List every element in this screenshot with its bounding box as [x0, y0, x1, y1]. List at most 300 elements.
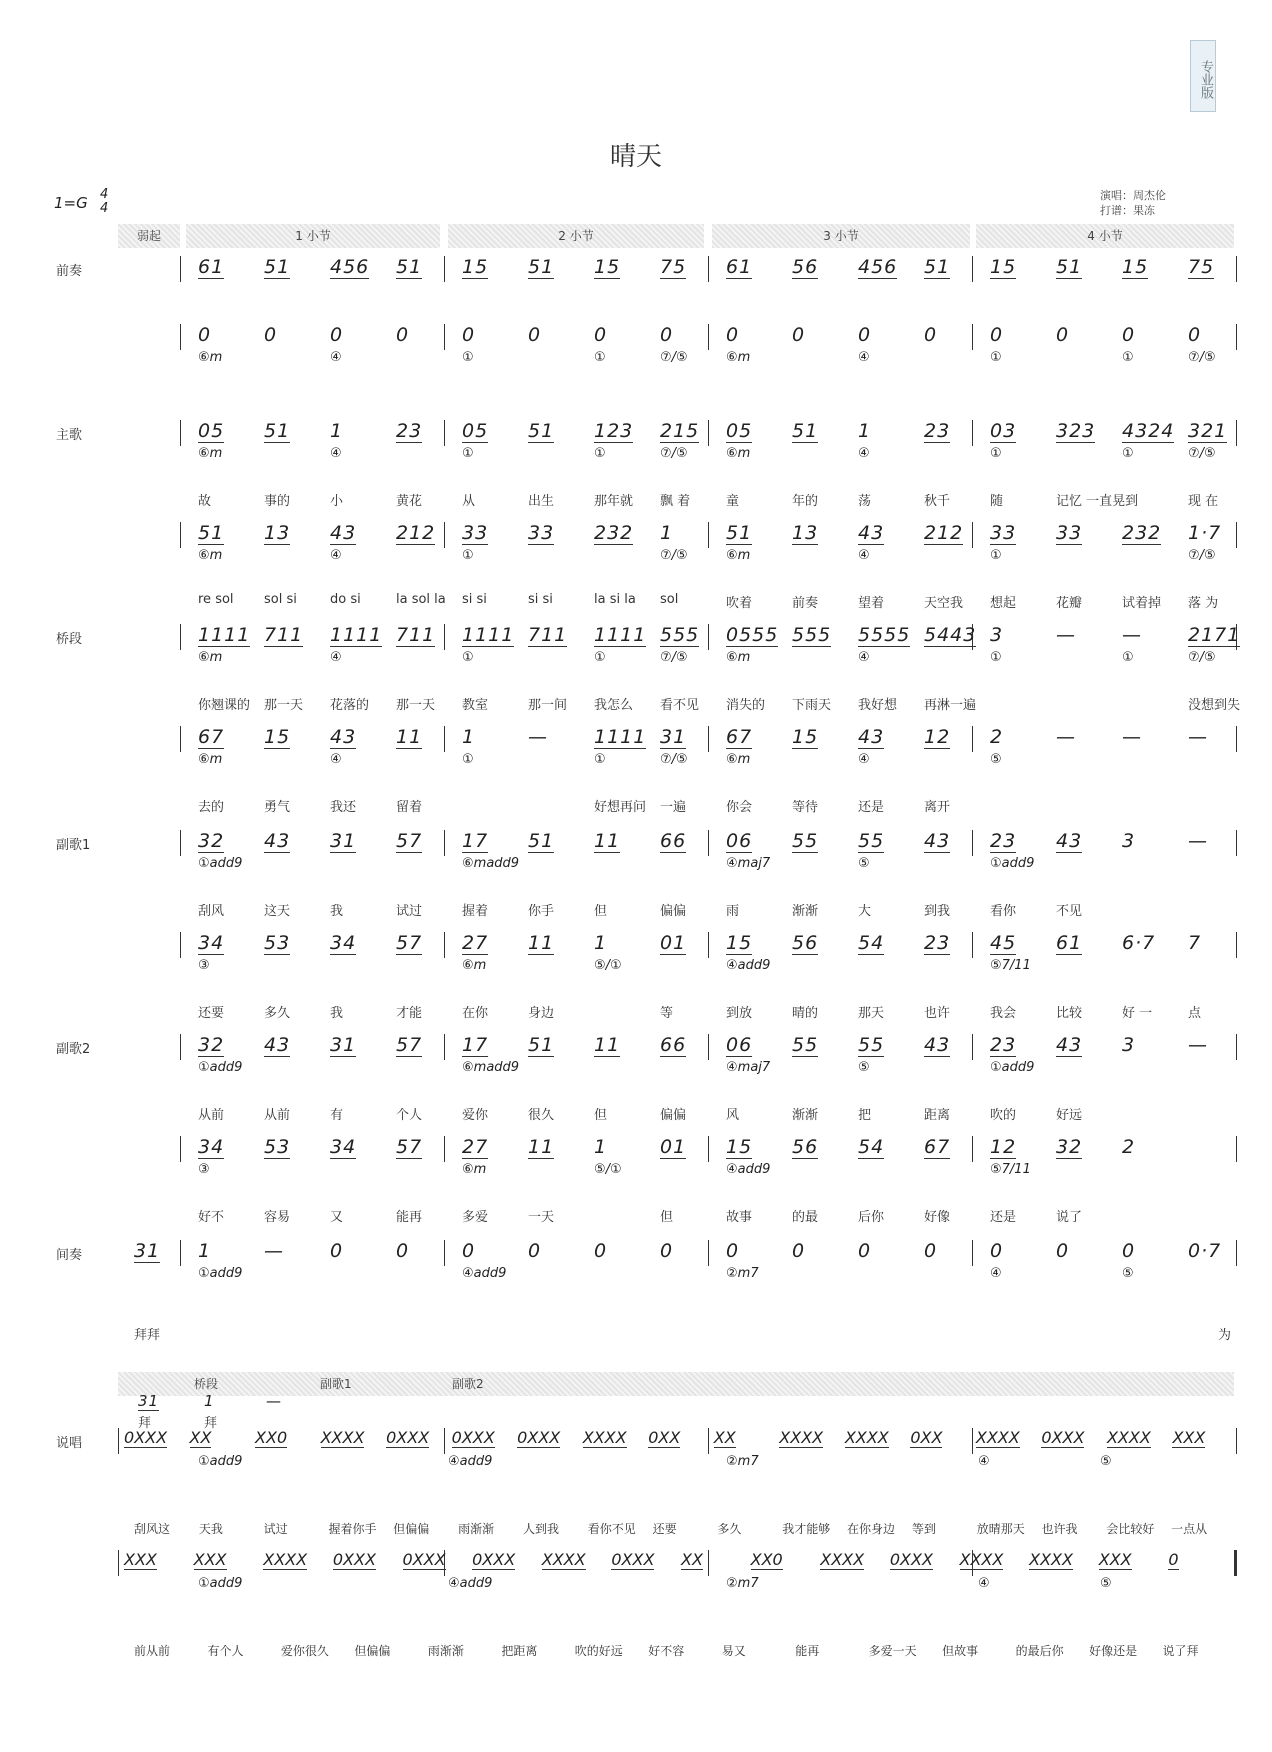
- barline: [972, 726, 973, 752]
- barline: [708, 726, 709, 752]
- note-group: 43: [330, 522, 357, 544]
- note-group: 61: [726, 256, 753, 278]
- note-group: 32: [198, 830, 225, 852]
- note-group: 51: [792, 420, 819, 442]
- note-group: 67: [198, 726, 225, 748]
- lyric-text: 留着: [396, 800, 423, 815]
- chord-symbol: ⑥m: [726, 446, 751, 461]
- chord-symbol: ①add9: [198, 1060, 243, 1075]
- note-group: 51: [264, 256, 291, 278]
- note-group: 0: [396, 1240, 410, 1262]
- barline: [972, 1240, 973, 1266]
- chord-symbol: ①: [1122, 650, 1134, 665]
- chord-symbol: ⑥madd9: [462, 1060, 520, 1075]
- rhythm-group: XXXX: [779, 1428, 824, 1447]
- lyric-text: 好像: [924, 1210, 951, 1225]
- note-group: 03: [990, 420, 1017, 442]
- chord-symbol: ⑤7/11: [990, 1162, 1031, 1177]
- note-group: 0: [330, 1240, 344, 1262]
- chord-symbol: ⑥m: [198, 446, 223, 461]
- lyric-text: 试着掉: [1122, 596, 1162, 611]
- note-group: 67: [924, 1136, 951, 1158]
- lyric-text: 偏偏: [660, 904, 687, 919]
- lyric-text: 在你: [462, 1006, 489, 1021]
- note-group: 1: [594, 932, 608, 954]
- lyric-text: 飘 着: [660, 494, 691, 509]
- chord-symbol: ④: [858, 446, 870, 461]
- rhythm-group: XXXX: [263, 1550, 308, 1569]
- header-measure-3: 3 小节: [712, 224, 970, 248]
- header-measure-4: 4 小节: [976, 224, 1234, 248]
- note-group: 1: [462, 726, 476, 748]
- lyric-text: 我: [330, 904, 344, 919]
- lyric-text: 但: [660, 1210, 674, 1225]
- note-group: 51: [198, 522, 225, 544]
- section-label: 桥段: [56, 632, 83, 647]
- lyric-text: 出生: [528, 494, 555, 509]
- barline: [1236, 522, 1237, 548]
- chord-symbol: ④: [330, 548, 342, 563]
- chord-symbol: ⑤: [858, 1060, 870, 1075]
- barline: [972, 1034, 973, 1060]
- note-group: 0555: [726, 624, 779, 646]
- lyric-text: 天空我: [924, 596, 964, 611]
- lyric-text: 到放: [726, 1006, 753, 1021]
- rhythm-group: 0XXX: [889, 1550, 933, 1569]
- time-signature: [100, 188, 108, 216]
- lyric-text: 落 为: [1188, 596, 1219, 611]
- barline: [1236, 1428, 1237, 1454]
- note-group: 232: [1122, 522, 1162, 544]
- lyric-text: 我怎么: [594, 698, 634, 713]
- barline: [180, 324, 181, 350]
- note-group: 711: [396, 624, 436, 646]
- rap-lyric: 我才能够: [782, 1522, 831, 1536]
- note-group: 0: [792, 324, 806, 346]
- lyric-text: 好想再问: [594, 800, 647, 815]
- chord-symbol: ⑦/⑤: [1188, 350, 1216, 365]
- lyric-text: 荡: [858, 494, 872, 509]
- lyric-text: 不见: [1056, 904, 1083, 919]
- barline: [708, 1550, 709, 1576]
- lyric-text: la sol la: [396, 592, 446, 607]
- note-group: 0: [594, 1240, 608, 1262]
- rap-lyric: 多爱一天: [868, 1644, 917, 1658]
- note-group: 2171: [1188, 624, 1241, 646]
- note-group: 212: [396, 522, 436, 544]
- lyric-text: 吹的: [990, 1108, 1017, 1123]
- note-group: 57: [396, 830, 423, 852]
- note-group: 33: [462, 522, 489, 544]
- note-group: 11: [396, 726, 423, 748]
- lyric-text: 到我: [924, 904, 951, 919]
- lyric-text: 一遍: [660, 800, 687, 815]
- note-group: 57: [396, 1034, 423, 1056]
- lyric-text: 才能: [396, 1006, 423, 1021]
- chord-symbol: ⑤7/11: [990, 958, 1031, 973]
- barline: [444, 624, 445, 650]
- rap-lyric: 试过: [263, 1522, 288, 1536]
- lyric-text: 你翘课的: [198, 698, 251, 713]
- note-group: 43: [330, 726, 357, 748]
- note-group: 3: [1122, 1034, 1136, 1056]
- header2-chorus2: 副歌2: [452, 1377, 484, 1391]
- chord-symbol: ①: [594, 650, 606, 665]
- lyric-text: 离开: [924, 800, 951, 815]
- chord-symbol: ②m7: [726, 1576, 759, 1591]
- lyric-text: do si: [330, 592, 361, 607]
- note-group: 56: [792, 256, 819, 278]
- chord-symbol: ③: [198, 958, 210, 973]
- rhythm-group: 0XXX: [124, 1428, 168, 1447]
- rap-lyric: 多久: [717, 1522, 742, 1536]
- rhythm-group: XXX: [124, 1550, 157, 1569]
- barline: [180, 726, 181, 752]
- barline: [180, 256, 181, 282]
- rhythm-group: 0XX: [648, 1428, 681, 1447]
- barline: [444, 522, 445, 548]
- rhythm-group: XX: [713, 1428, 736, 1447]
- lyric-text: 好不: [198, 1210, 225, 1225]
- chord-symbol: ②m7: [726, 1266, 759, 1281]
- note-group: 06: [726, 1034, 753, 1056]
- chord-symbol: ①: [462, 752, 474, 767]
- barline: [708, 1428, 709, 1454]
- chord-symbol: ⑥m: [198, 548, 223, 563]
- lyric-text: si si: [528, 592, 553, 607]
- barline: [180, 830, 181, 856]
- lyric-text: 晴的: [792, 1006, 819, 1021]
- lyric-text: 从: [462, 494, 476, 509]
- chord-symbol: ①add9: [990, 1060, 1035, 1075]
- note-group: —: [264, 1240, 284, 1262]
- barline: [972, 1428, 973, 1454]
- rap-lyric: 能再: [795, 1644, 820, 1658]
- lyric-text: 这天: [264, 904, 291, 919]
- note-group: 12: [924, 726, 951, 748]
- section-label: 副歌1: [56, 838, 91, 853]
- note-group: 0: [726, 324, 740, 346]
- lyric-text: sol si: [264, 592, 297, 607]
- chord-symbol: ④: [978, 1576, 990, 1591]
- chord-symbol: ③: [198, 1162, 210, 1177]
- rhythm-group: XXX: [1172, 1428, 1206, 1447]
- chord-symbol: ⑦/⑤: [660, 548, 688, 563]
- note-group: 75: [660, 256, 687, 278]
- note-group: 43: [264, 1034, 291, 1056]
- note-group: 0: [264, 324, 278, 346]
- chord-symbol: ①: [462, 548, 474, 563]
- note-group: 51: [726, 522, 753, 544]
- section-label-rap: 说唱: [56, 1436, 83, 1451]
- note-group: 555: [660, 624, 700, 646]
- note-group: 23: [990, 1034, 1017, 1056]
- barline: [972, 830, 973, 856]
- note-group: 54: [858, 1136, 885, 1158]
- chord-symbol: ④: [858, 752, 870, 767]
- rap-lyric: 有个人: [207, 1644, 244, 1658]
- note-group: 33: [528, 522, 555, 544]
- note-group: 1111: [462, 624, 515, 646]
- barline: [1236, 830, 1237, 856]
- note-group: 0: [198, 324, 212, 346]
- interlude-lyric-left: 拜拜: [134, 1328, 161, 1343]
- lyric-text: 记忆 一直晃到: [1056, 494, 1139, 509]
- rhythm-group: XXX: [1098, 1550, 1132, 1569]
- meter-bottom: 4: [100, 201, 109, 216]
- lyric-text: re sol: [198, 592, 234, 607]
- barline: [118, 1550, 119, 1576]
- lyric-text: 多爱: [462, 1210, 489, 1225]
- rap-lyric: 好像还是: [1089, 1644, 1138, 1658]
- rhythm-group: XXXX: [582, 1428, 627, 1447]
- note-group: —: [1056, 624, 1076, 646]
- barline: [708, 420, 709, 446]
- note-group: 75: [1188, 256, 1215, 278]
- note-group: —: [1122, 726, 1142, 748]
- lyric-text: 现 在: [1188, 494, 1219, 509]
- lyric-text: 渐渐: [792, 904, 819, 919]
- page-title: 晴天: [609, 142, 662, 172]
- singer-credit: 演唱：周杰伦: [1100, 189, 1166, 202]
- lyric-text: 比较: [1056, 1006, 1083, 1021]
- lyric-text: 你手: [528, 904, 555, 919]
- note-group: 1: [594, 1136, 608, 1158]
- note-group: 51: [528, 256, 555, 278]
- note-group: 43: [924, 1034, 951, 1056]
- note-group: 34: [198, 932, 225, 954]
- lyric-text: 试过: [396, 904, 423, 919]
- note-group: 11: [594, 1034, 621, 1056]
- chord-symbol: ④: [330, 350, 342, 365]
- note-group: 0: [1122, 324, 1136, 346]
- note-group: 51: [1056, 256, 1083, 278]
- lyric-text: 雨: [726, 904, 740, 919]
- chord-symbol: ⑥madd9: [462, 856, 520, 871]
- note-group: 43: [1056, 830, 1083, 852]
- chord-symbol: ④: [990, 1266, 1002, 1281]
- note-group: 55: [858, 830, 885, 852]
- note-group: 11: [528, 932, 555, 954]
- barline: [1236, 1034, 1237, 1060]
- interlude-lyric-right: 为: [1218, 1328, 1232, 1343]
- rap-lyric: 一点从: [1171, 1522, 1208, 1536]
- note-group: 55: [792, 830, 819, 852]
- chord-symbol: ①: [462, 650, 474, 665]
- note-group: 1: [198, 1240, 212, 1262]
- header-measure-1: 1 小节: [186, 224, 440, 248]
- note-group: 15: [726, 932, 753, 954]
- note-group: 31: [660, 726, 687, 748]
- credits: [1100, 188, 1166, 218]
- barline: [444, 256, 445, 282]
- note-group: 15: [1122, 256, 1149, 278]
- lyric-text: 从前: [264, 1108, 291, 1123]
- lyric-text: 去的: [198, 800, 225, 815]
- lyric-text: 教室: [462, 698, 489, 713]
- note-group: 57: [396, 932, 423, 954]
- rhythm-group: XXXX: [320, 1428, 365, 1447]
- note-group: 15: [726, 1136, 753, 1158]
- chord-symbol: ④maj7: [726, 1060, 771, 1075]
- rhythm-group: XX0: [255, 1428, 288, 1447]
- barline: [444, 420, 445, 446]
- barline: [972, 420, 973, 446]
- note-group: 34: [330, 1136, 357, 1158]
- chord-symbol: ④add9: [462, 1266, 507, 1281]
- barline: [1236, 726, 1237, 752]
- note-group: 0: [594, 324, 608, 346]
- lyric-text: 后你: [858, 1210, 885, 1225]
- chord-symbol: ⑥m: [726, 752, 751, 767]
- note-group: 1111: [198, 624, 251, 646]
- lyric-text: 渐渐: [792, 1108, 819, 1123]
- note-group: 17: [462, 1034, 489, 1056]
- note-group: 0: [462, 1240, 476, 1262]
- barline: [1236, 256, 1237, 282]
- note-group: 54: [858, 932, 885, 954]
- lyric-text: 故: [198, 494, 212, 509]
- note-group: —: [1188, 1034, 1208, 1056]
- note-group: 0: [990, 324, 1004, 346]
- lyric-text: 花落的: [330, 698, 370, 713]
- note-group: 711: [264, 624, 304, 646]
- note-group: 15: [594, 256, 621, 278]
- note-group: 15: [990, 256, 1017, 278]
- lyric-text: 前奏: [792, 596, 819, 611]
- barline: [1236, 324, 1237, 350]
- chord-symbol: ①: [594, 752, 606, 767]
- rap-lyric: 吹的好远: [574, 1644, 623, 1658]
- barline: [444, 1428, 445, 1454]
- rhythm-group: XX: [189, 1428, 212, 1447]
- barline: [708, 932, 709, 958]
- lyric-text: si si: [462, 592, 487, 607]
- note-group: —: [1188, 726, 1208, 748]
- note-group: 33: [990, 522, 1017, 544]
- chord-symbol: ⑥m: [462, 1162, 487, 1177]
- lyric-text: 那一天: [264, 698, 304, 713]
- lyric-text: 那一间: [528, 698, 568, 713]
- chord-symbol: ①: [1122, 446, 1134, 461]
- lyric-text: la si la: [594, 592, 636, 607]
- note-group: 56: [792, 932, 819, 954]
- chord-symbol: ⑤/①: [594, 958, 622, 973]
- lyric-text: 望着: [858, 596, 885, 611]
- barline: [180, 624, 181, 650]
- note-group: 23: [924, 932, 951, 954]
- note-group: 1111: [330, 624, 383, 646]
- lyric-text: 好远: [1056, 1108, 1083, 1123]
- barline: [118, 1428, 119, 1454]
- lyric-text: 还是: [990, 1210, 1017, 1225]
- barline: [708, 1136, 709, 1162]
- note-group: —: [528, 726, 548, 748]
- note-group: 34: [198, 1136, 225, 1158]
- rhythm-group: XXXX: [541, 1550, 586, 1569]
- note-group: 45: [990, 932, 1017, 954]
- note-group: 123: [594, 420, 634, 442]
- rap-lyric: 但偏偏: [354, 1644, 391, 1658]
- chord-symbol: ①: [1122, 350, 1134, 365]
- chord-symbol: ⑦/⑤: [1188, 548, 1216, 563]
- chord-symbol: ①: [462, 350, 474, 365]
- rap-pickup-notes: 31: [138, 1392, 160, 1410]
- barline: [180, 932, 181, 958]
- rhythm-group: XXXX: [1106, 1428, 1151, 1447]
- barline: [444, 726, 445, 752]
- rap-lyric: 握着你手: [328, 1522, 377, 1536]
- chord-symbol: ⑥m: [198, 350, 223, 365]
- rhythm-group: XX0: [750, 1550, 783, 1569]
- note-group: 0: [330, 324, 344, 346]
- barline: [708, 256, 709, 282]
- barline: [708, 1034, 709, 1060]
- rhythm-group: XXXX: [959, 1550, 1004, 1569]
- rap-lyric: 看你不见: [587, 1522, 636, 1536]
- note-group: 53: [264, 932, 291, 954]
- chord-symbol: ④maj7: [726, 856, 771, 871]
- note-group: 0: [528, 324, 542, 346]
- note-group: 31: [330, 1034, 357, 1056]
- barline: [444, 830, 445, 856]
- lyric-text: 又: [330, 1210, 344, 1225]
- lyric-text: 随: [990, 494, 1004, 509]
- rhythm-group: XXXX: [844, 1428, 889, 1447]
- note-group: 0: [1056, 324, 1070, 346]
- note-group: 43: [924, 830, 951, 852]
- lyric-text: 看不见: [660, 698, 700, 713]
- note-group: 0: [990, 1240, 1004, 1262]
- lyric-text: 童: [726, 494, 740, 509]
- chord-symbol: ④: [330, 446, 342, 461]
- chord-symbol: ①: [462, 446, 474, 461]
- lyric-text: sol: [660, 592, 679, 607]
- barline: [444, 1034, 445, 1060]
- section-label: 前奏: [56, 264, 83, 279]
- chord-symbol: ④: [330, 752, 342, 767]
- barline: [1236, 420, 1237, 446]
- chord-symbol: ⑤: [1100, 1576, 1112, 1591]
- lyric-text: 那天: [858, 1006, 885, 1021]
- note-group: 43: [264, 830, 291, 852]
- rap-lyric: 好不容: [648, 1644, 685, 1658]
- barline: [1236, 1136, 1237, 1162]
- header-bar-2: [118, 1372, 1234, 1396]
- rap-lyric: 的最后你: [1015, 1644, 1064, 1658]
- lyric-text: 身边: [528, 1006, 555, 1021]
- note-group: 13: [792, 522, 819, 544]
- lyric-text: 我还: [330, 800, 357, 815]
- chord-symbol: ④add9: [726, 1162, 771, 1177]
- barline: [1236, 1240, 1237, 1266]
- lyric-text: 黄花: [396, 494, 423, 509]
- rap-lyric: 放晴那天: [976, 1522, 1025, 1536]
- lyric-text: 但: [594, 1108, 608, 1123]
- lyric-text: 风: [726, 1108, 740, 1123]
- chord-symbol: ④add9: [448, 1576, 493, 1591]
- chord-symbol: ⑥m: [726, 350, 751, 365]
- rhythm-group: XXXX: [975, 1428, 1020, 1447]
- chord-symbol: ⑤: [990, 752, 1002, 767]
- final-barline: [1234, 1550, 1237, 1576]
- note-group: 66: [660, 830, 687, 852]
- lyric-text: 故事: [726, 1210, 753, 1225]
- lyric-text: 爱你: [462, 1108, 489, 1123]
- chord-symbol: ①add9: [198, 1266, 243, 1281]
- chord-symbol: ⑥m: [198, 650, 223, 665]
- note-group: 51: [528, 830, 555, 852]
